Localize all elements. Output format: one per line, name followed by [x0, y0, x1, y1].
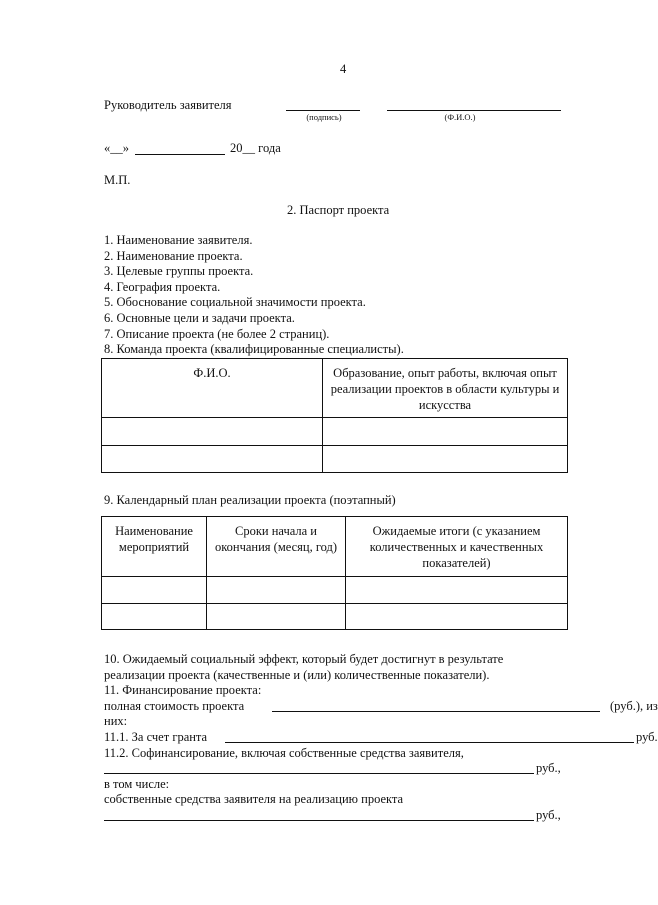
financing-section [104, 652, 658, 824]
signature-line[interactable] [286, 110, 360, 111]
cofin-field-row [104, 761, 564, 777]
cofin-row [104, 746, 564, 762]
total-cost-suffix: (руб.), из [610, 698, 658, 713]
signature-caption: (подпись) [306, 112, 342, 122]
list-item: 7. Описание проекта (не более 2 страниц). [104, 326, 330, 341]
table-cell[interactable] [102, 418, 323, 446]
list-item: 1. Наименование заявителя. [104, 233, 253, 247]
total-cost-wrap: них: [104, 714, 128, 729]
financing-title: 11. Финансирование проекта: [104, 683, 262, 698]
grant-suffix: руб. [636, 729, 658, 744]
table-cell[interactable] [346, 604, 568, 630]
passport-list [104, 233, 404, 358]
table-cell[interactable] [346, 577, 568, 604]
plan-table [101, 516, 568, 630]
table-cell[interactable] [102, 446, 323, 473]
plan-header-events: Наименование мероприятий [102, 517, 207, 577]
list-item: 6. Основные цели и задачи проекта. [104, 310, 295, 325]
table-cell[interactable] [323, 418, 568, 446]
date-day: «__» [104, 141, 129, 155]
name-line[interactable] [387, 110, 561, 111]
team-header-name: Ф.И.О. [102, 359, 323, 418]
total-cost-row [104, 698, 658, 715]
own-funds-suffix: руб., [536, 807, 561, 822]
name-caption: (Ф.И.О.) [444, 112, 476, 122]
table-row [102, 418, 568, 446]
cofin-suffix: руб., [536, 761, 561, 776]
table-cell[interactable] [102, 577, 207, 604]
head-label: Руководитель заявителя [104, 98, 232, 112]
seal-label: М.П. [104, 173, 131, 187]
plan-header-dates: Сроки начала и окончания (месяц, год) [207, 517, 346, 577]
including-label: в том числе: [104, 776, 170, 791]
grant-label: 11.1. За счет гранта [104, 729, 208, 744]
team-table [101, 358, 568, 473]
table-cell[interactable] [323, 446, 568, 473]
table-row [102, 446, 568, 473]
effect-line-1: 10. Ожидаемый социальный эффект, который будет достигнут в результате [104, 652, 504, 666]
own-funds-field[interactable] [104, 820, 534, 821]
own-funds-label: собственные средства заявителя на реализацию проекта [104, 792, 404, 807]
cofin-field[interactable] [104, 773, 534, 774]
section-title: 2. Паспорт проекта [287, 203, 390, 217]
list-item: 3. Целевые группы проекта. [104, 264, 254, 279]
team-header-experience: Образование, опыт работы, включая опыт реализации проектов в области культуры и искусства [323, 359, 568, 418]
effect-line-2: реализации проекта (качественные и (или) количественные показатели). [104, 667, 490, 682]
table-row [102, 577, 568, 604]
grant-field[interactable] [225, 742, 634, 743]
table-row [102, 604, 568, 630]
own-funds-field-row [104, 808, 564, 824]
table-cell[interactable] [207, 604, 346, 630]
total-cost-label: полная стоимость проекта [104, 698, 245, 713]
list-item: 5. Обоснование социальной значимости проекта. [104, 295, 366, 310]
grant-row [104, 729, 658, 746]
plan-header-results: Ожидаемые итоги (с указанием количественных и качественных показателей) [346, 517, 568, 577]
plan-title: 9. Календарный план реализации проекта (поэтапный) [104, 493, 396, 507]
list-item: 2. Наименование проекта. [104, 248, 243, 263]
list-item: 4. География проекта. [104, 279, 221, 294]
cofin-label: 11.2. Софинансирование, включая собственные средства заявителя, [104, 745, 464, 760]
list-item: 8. Команда проекта (квалифицированные специалисты). [104, 342, 404, 357]
table-cell[interactable] [102, 604, 207, 630]
date-month-line[interactable] [135, 154, 225, 155]
total-cost-field[interactable] [272, 711, 600, 712]
page-number: 4 [340, 62, 347, 76]
date-year: 20__ года [230, 141, 281, 155]
table-cell[interactable] [207, 577, 346, 604]
